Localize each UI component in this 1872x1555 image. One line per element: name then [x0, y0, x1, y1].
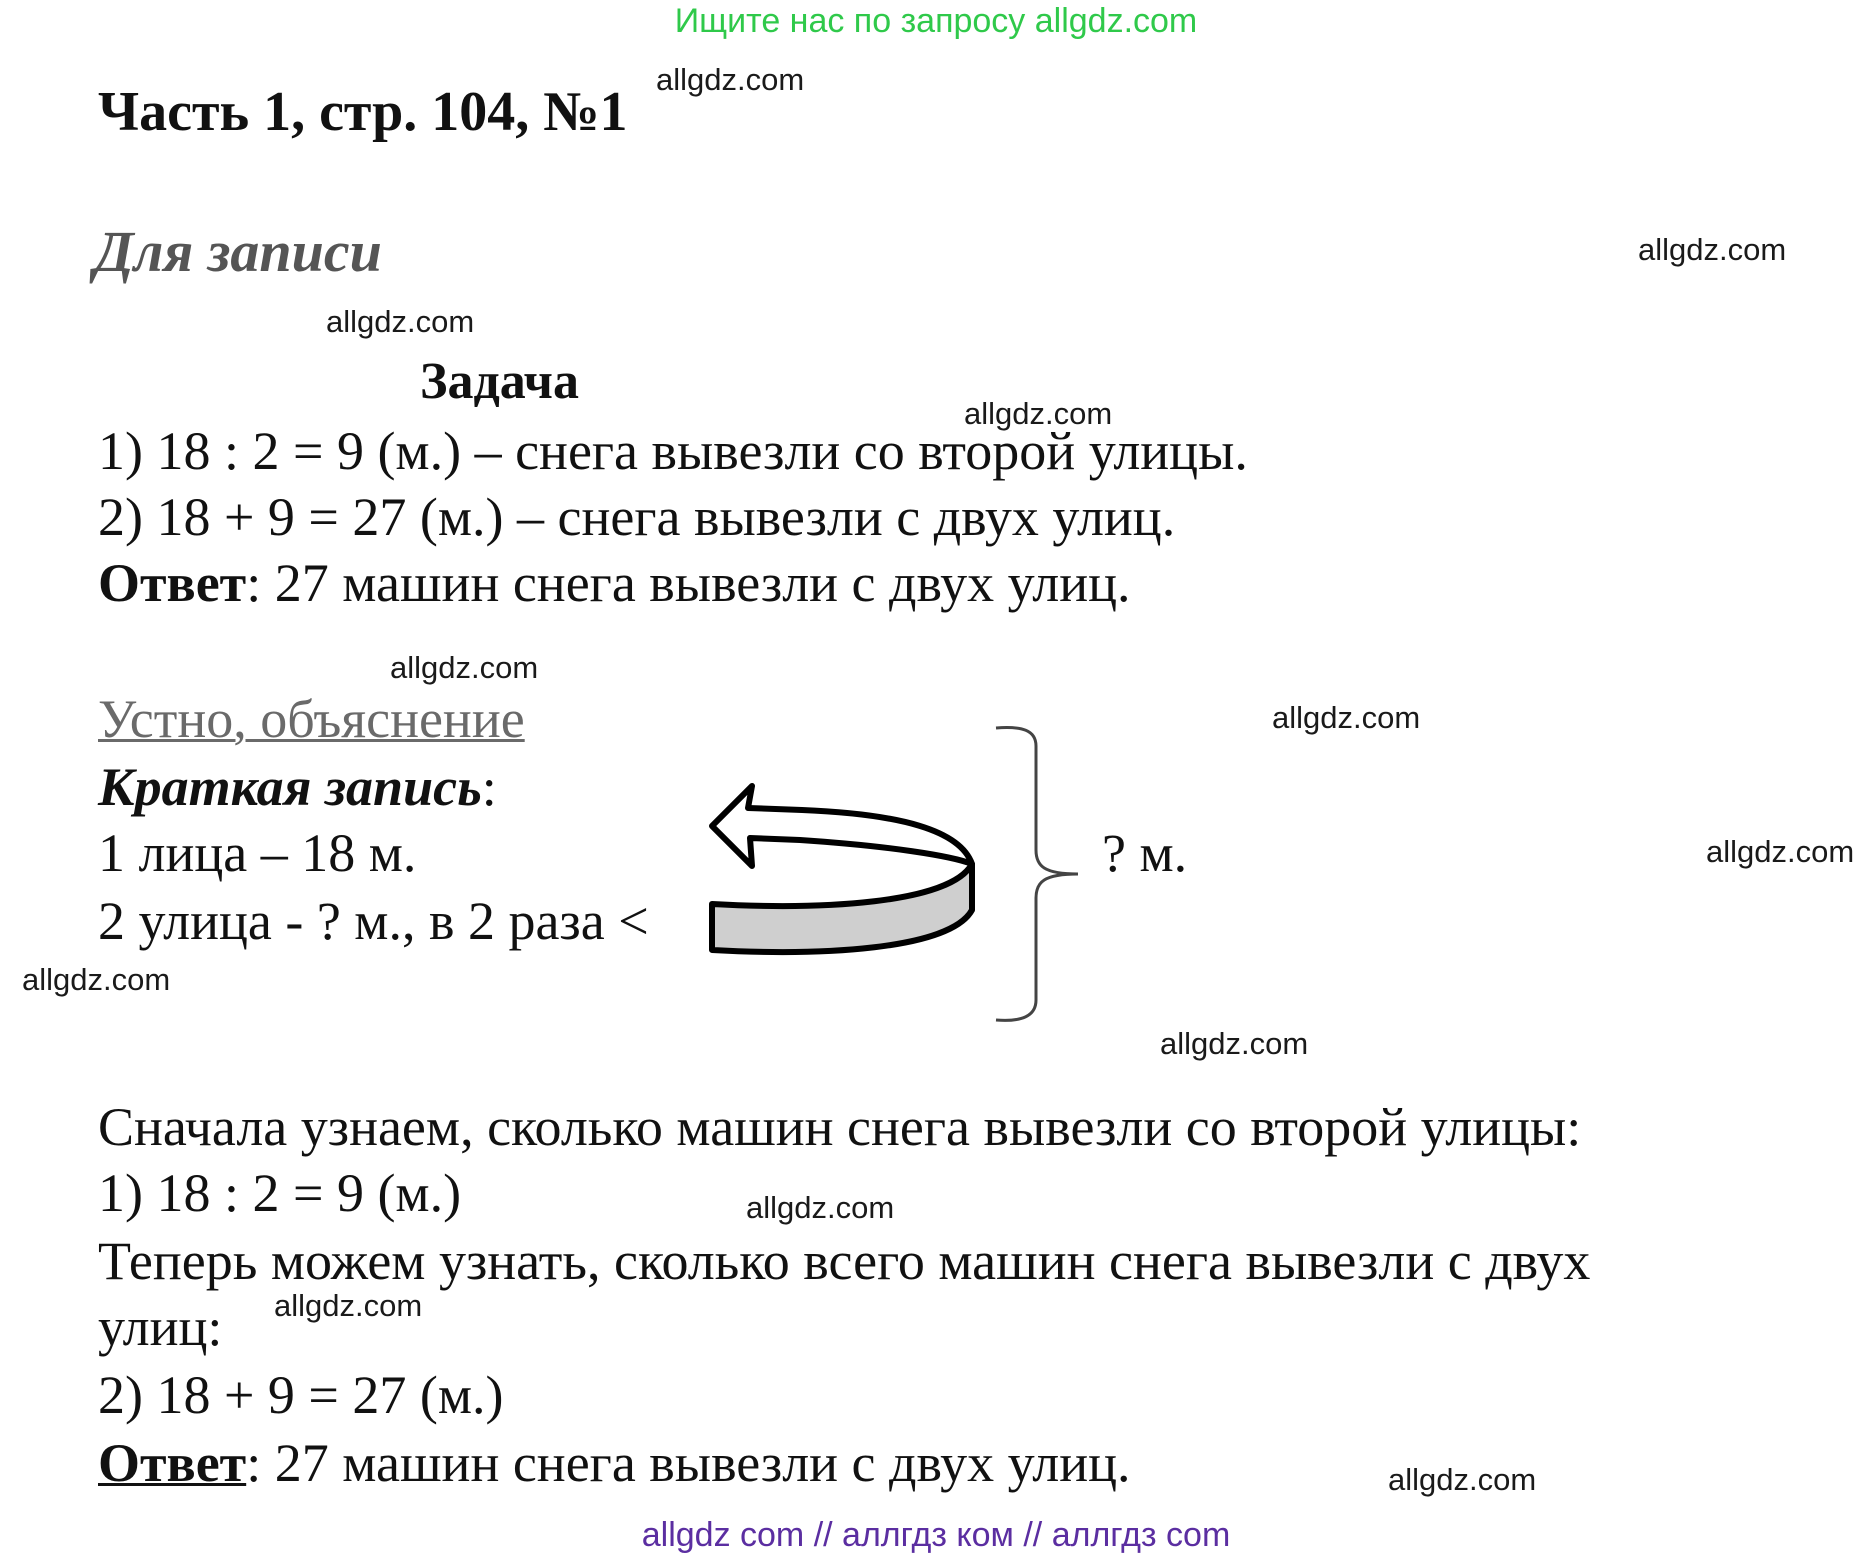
explanation-answer — [98, 1432, 1131, 1494]
watermark: allgdz.com — [274, 1288, 423, 1323]
brace-icon — [996, 728, 1078, 1021]
watermark: allgdz.com — [1638, 232, 1787, 267]
answer-text: : 27 машин снега вывезли с двух улиц. — [246, 1433, 1131, 1493]
watermark: allgdz.com — [1706, 834, 1855, 869]
answer-text: : 27 машин снега вывезли с двух улиц. — [246, 553, 1131, 613]
page-title: Часть 1, стр. 104, №1 — [98, 81, 628, 143]
explanation-step-1: 1) 18 : 2 = 9 (м.) — [98, 1163, 462, 1223]
solution-step-2: 2) 18 + 9 = 27 (м.) – снега вывезли с двух улиц. — [98, 487, 1176, 547]
top-banner[interactable]: Ищите нас по запросу allgdz.com — [674, 2, 1198, 40]
bottom-banner[interactable]: allgdz com // аллгдз ком // аллгдз com — [641, 1516, 1231, 1554]
answer-label: Ответ — [98, 1433, 247, 1493]
watermark: allgdz.com — [656, 62, 805, 97]
watermark: allgdz.com — [1272, 700, 1421, 735]
watermark: allgdz.com — [326, 304, 475, 339]
explanation-step-2: 2) 18 + 9 = 27 (м.) — [98, 1365, 504, 1425]
short-record-colon: : — [481, 757, 497, 817]
watermark: allgdz.com — [390, 650, 539, 685]
explanation-then-line-2: улиц: — [98, 1297, 223, 1357]
watermark: allgdz.com — [964, 396, 1113, 431]
curved-arrow-icon — [712, 786, 972, 952]
task-heading: Задача — [420, 353, 579, 410]
watermark: allgdz.com — [1160, 1026, 1309, 1061]
watermark: allgdz.com — [1388, 1462, 1537, 1497]
oral-heading: Устно, объяснение — [98, 689, 525, 749]
brace-total-label: ? м. — [1102, 823, 1188, 883]
watermark: allgdz.com — [746, 1190, 895, 1225]
solution-step-1: 1) 18 : 2 = 9 (м.) – снега вывезли со второй улицы. — [98, 421, 1248, 481]
answer-label: Ответ — [98, 553, 247, 613]
explanation-then-line-1: Теперь можем узнать, сколько всего машин снега вывезли с двух — [98, 1231, 1591, 1291]
short-record-line-2: 2 улица - ? м., в 2 раза < — [98, 891, 649, 951]
explanation-intro: Сначала узнаем, сколько машин снега вывезли со второй улицы: — [98, 1097, 1582, 1157]
short-record-label: Краткая запись — [98, 757, 482, 817]
section-record-heading: Для записи — [94, 219, 382, 284]
watermark: allgdz.com — [22, 962, 171, 997]
short-record-line-1: 1 лица – 18 м. — [98, 823, 417, 883]
